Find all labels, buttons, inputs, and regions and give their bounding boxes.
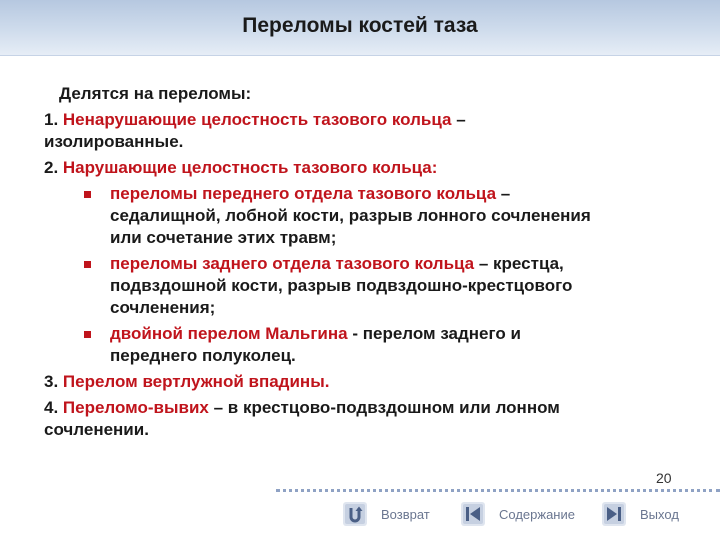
bullet-heading: переломы переднего отдела тазового кольца: [110, 184, 497, 203]
bullet-item: [44, 323, 694, 367]
exit-label: Выход: [640, 506, 679, 522]
bullet-item: [44, 253, 694, 319]
bullet-line: переднего полуколец.: [110, 346, 296, 365]
bullet-heading: переломы заднего отдела тазового кольца: [110, 254, 475, 273]
u-turn-arrow-icon: [343, 502, 367, 526]
square-bullet-icon: [84, 191, 91, 198]
square-bullet-icon: [84, 261, 91, 268]
back-label: Возврат: [381, 506, 430, 522]
bullet-line: подвздошной кости, разрыв подвздошно-крестцового: [110, 276, 573, 295]
item-text-continued: изолированные.: [44, 132, 184, 151]
list-item-3: [44, 371, 694, 393]
slide-content: [44, 83, 694, 441]
item-heading: Ненарушающие целостность тазового кольца: [62, 110, 452, 129]
exit-button[interactable]: [602, 501, 679, 527]
bullet-line: сочленения;: [110, 298, 216, 317]
bullet-heading: двойной перелом Мальгина: [110, 324, 348, 343]
skip-forward-icon: [602, 502, 626, 526]
square-bullet-icon: [84, 331, 91, 338]
item-heading: Перелом вертлужной впадины.: [62, 372, 330, 391]
slide-title: Переломы костей таза: [242, 14, 478, 37]
bullet-line: седалищной, лобной кости, разрыв лонного сочленения: [110, 206, 591, 225]
item-heading: Переломо-вывих: [62, 398, 209, 417]
item-number: 4.: [44, 398, 63, 417]
bullet-text: –: [496, 184, 511, 203]
bullet-line: или сочетание этих травм;: [110, 228, 337, 247]
item-number: 1.: [44, 110, 63, 129]
list-item-2: [44, 157, 694, 179]
bullet-text: – крестца,: [474, 254, 564, 273]
footer-divider: [276, 489, 720, 492]
list-item-1: [44, 109, 694, 153]
contents-label: Содержание: [499, 506, 575, 522]
bullet-text: - перелом заднего и: [347, 324, 521, 343]
item-number: 2.: [44, 158, 63, 177]
list-item-4: [44, 397, 694, 441]
bullet-item: [44, 183, 694, 249]
item-text: –: [451, 110, 466, 129]
item-number: 3.: [44, 372, 63, 391]
skip-back-icon: [461, 502, 485, 526]
item-text: – в крестцово-подвздошном или лонном: [208, 398, 560, 417]
contents-button[interactable]: [461, 501, 575, 527]
back-button[interactable]: [343, 501, 430, 527]
title-bar: [0, 0, 720, 56]
intro-text: Делятся на переломы:: [59, 84, 252, 103]
item-text-continued: сочленении.: [44, 420, 149, 439]
item-heading: Нарушающие целостность тазового кольца:: [62, 158, 438, 177]
page-number: 20: [656, 470, 672, 486]
